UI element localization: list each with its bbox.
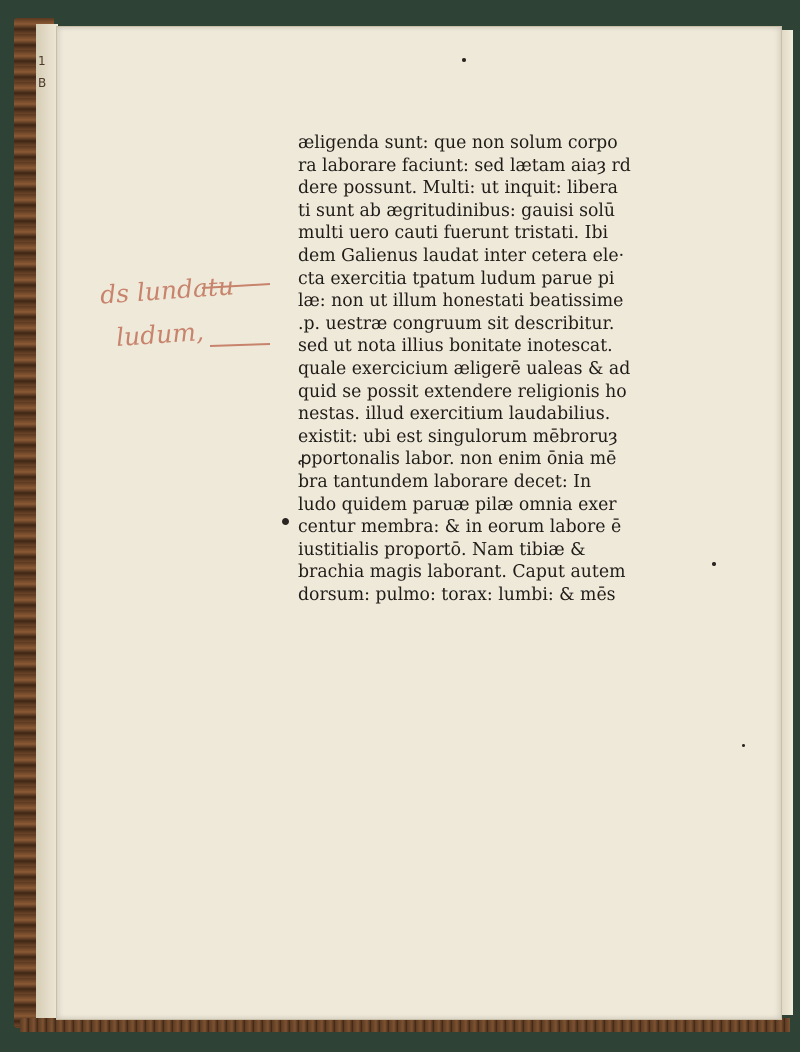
text-line: dere possunt. Multi: ut inquit: libera bbox=[298, 178, 618, 199]
binding-label: 1 B bbox=[38, 54, 47, 90]
margin-bullet bbox=[282, 518, 289, 525]
marginal-note-line-2: ludum, bbox=[115, 316, 205, 353]
margin-dot bbox=[712, 562, 716, 566]
text-line: existit: ubi est singulorum mēbroruȝ bbox=[298, 426, 618, 447]
text-line: quale exercicium æligerē ualeas & ad bbox=[298, 358, 631, 379]
margin-dot bbox=[742, 744, 745, 747]
marginal-annotation bbox=[92, 260, 282, 370]
text-line: centur membra: & in eorum labore ē bbox=[298, 517, 622, 538]
text-line: brachia magis laborant. Caput autem bbox=[298, 562, 626, 583]
text-line: dorsum: pulmo: torax: lumbi: & mēs bbox=[298, 584, 616, 605]
text-line: quid se possit extendere religionis ho bbox=[298, 381, 627, 402]
body-text bbox=[298, 132, 698, 606]
text-line: bra tantundem laborare decet: In bbox=[298, 471, 592, 492]
text-line: ꝓportonalis labor. non enim ōnia mē bbox=[298, 449, 617, 470]
binding-edge bbox=[36, 24, 58, 1024]
margin-dot bbox=[462, 58, 466, 62]
text-line: læ: non ut illum honestati beatissime bbox=[298, 291, 624, 312]
text-line: ti sunt ab ægritudinibus: gauisi solū bbox=[298, 200, 616, 221]
text-line: multi uero cauti fuerunt tristati. Ibi bbox=[298, 223, 609, 244]
text-line: ludo quidem paruæ pilæ omnia exer bbox=[298, 494, 617, 515]
text-line: .p. uestræ congruum sit describitur. bbox=[298, 313, 615, 334]
text-line: nestas. illud exercitium laudabilius. bbox=[298, 404, 611, 425]
marginal-note-line-1: ds lundatu bbox=[99, 271, 235, 310]
text-line: dem Galienus laudat inter cetera ele· bbox=[298, 245, 625, 266]
text-line: æligenda sunt: que non solum corpo bbox=[298, 133, 618, 153]
text-line: ra laborare faciunt: sed lætam aiaȝ rd bbox=[298, 155, 631, 176]
text-line: sed ut nota illius bonitate inotescat. bbox=[298, 336, 613, 357]
bottom-binding-band bbox=[20, 1018, 790, 1032]
text-line: cta exercitia tpatum ludum parue pi bbox=[298, 268, 615, 289]
text-line: iustitialis proportō. Nam tibiæ & bbox=[298, 539, 586, 560]
